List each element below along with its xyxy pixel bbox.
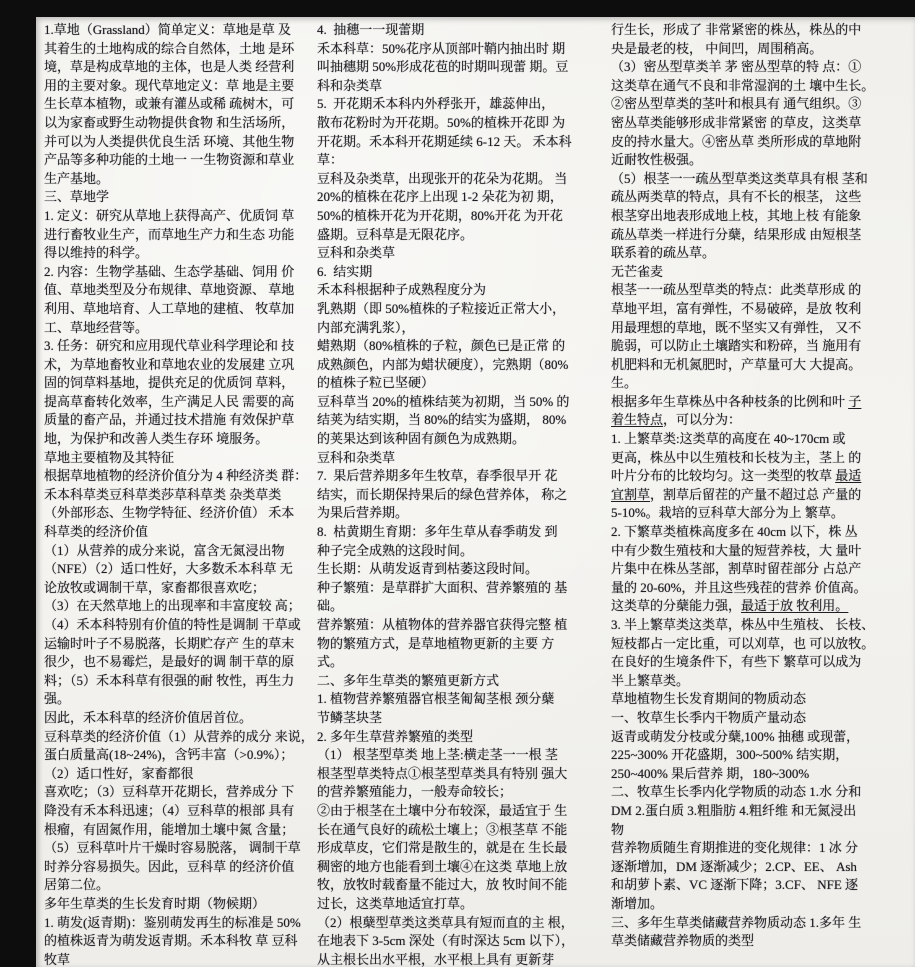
text-line: 更高，株丛中以生殖枝和长枝为主，茎上 的 [611,449,862,465]
text-line: 科草类的经济价值 [44,524,149,540]
text-line: 半上繁草类。 [611,672,690,688]
text-line: 一、牧草生长季内干物质产量动态 [611,709,807,725]
text-line: （4）禾本科特别有价值的特性是调制 干草或 [44,617,301,632]
text-line: 8. 枯黄期生育期：多年生草从春季萌发 到 [317,524,558,540]
text-line: 根茎型草类特点①根茎型草类具有特别 强大 [317,765,568,781]
text-line: 禾本科草类豆科草类莎草科草类 杂类草类 [44,486,282,502]
text-column-1 [44,21,320,967]
text-line: 3. 半上繁草类这类草，株丛中生殖枝、 长枝、 [611,617,875,632]
text-line: 豆科及杂类草，出现张开的花朵为花期。 当 [317,170,568,186]
document-page [36,17,915,967]
text-line: 豆科草类的经济价值（1）从营养的成分 来说， [44,728,314,744]
text-segment: 根据多年生草株丛中各种枝条的比例和叶 [611,393,849,409]
text-line: 逐渐增加，DM 逐渐减少；2.CP、EE、 Ash [611,858,857,874]
text-line [611,411,913,430]
text-line: 提高草畜转化效率，生产满足人民 需要的高 [44,393,295,409]
text-line: 和胡萝卜素、VC 逐渐下降；3.CF、 NFE 逐 [611,877,859,893]
text-line: 生。 [611,375,638,391]
text-line: 生长草本植物，或兼有灌丛或稀 疏树木，可 [44,96,295,112]
text-line: 稠密的地方也能看到土壤④在这类 草地上放 [317,858,568,874]
text-segment: 叶片分布的比较均匀。这一类型的牧草 [611,468,836,484]
text-line: 础。 [317,598,344,614]
text-line: 时养分容易损失。因此，豆科草 的经济价值 [44,858,295,874]
text-line: 豆科和杂类草 [317,245,396,261]
text-line: 豆科草当 20%的植株结荚为初期，当 50% 的 [317,393,570,409]
text-column-2 [317,21,613,967]
text-line: 草地主要植物及其特征 [44,449,175,465]
text-line: 形成草皮，它们常是散生的，就是在 生长最 [317,840,568,856]
text-line: 2. 多年生草营养繁殖的类型 [317,728,474,744]
text-line: 在地表下 3-5cm 深处（有时深达 5cm 以下）， [317,933,575,949]
underlined-text: 最适 [835,468,862,484]
text-line: 利用、草地培育、人工草地的建植、 牧草加 [44,300,295,316]
text-segment: 这类草的分蘖能力强， [611,598,742,614]
text-line: 并可以为人类提供优良生活 环境、其他生物 [44,133,295,149]
text-line: 6. 结实期 [317,263,373,279]
text-line: 工、草地经营等。 [44,319,149,335]
text-line: 喜欢吃；（3）豆科草开花期长，营养成分 下 [44,784,295,800]
text-line: 草地植物生长发育期间的物质动态 [611,691,807,707]
text-line: 居第二位。 [44,877,110,893]
text-line: （1）从营养的成分来说，富含无氮浸出物 [44,542,285,558]
text-line: 中有少数生殖枝和大量的短营养枝，大 量叶 [611,542,862,558]
text-line: 20%的植株在花序上出现 1-2 朵花为初 期， [317,189,563,205]
text-line: 7. 果后营养期多年生牧草，春季很早开 花 [317,468,558,484]
text-line: 行生长，形成了 非常紧密的株丛，株丛的中 [611,22,862,37]
text-line: 二、牧草生长季内化学物质的动态 1.水 分和 [611,784,862,800]
text-line [611,597,913,616]
text-line: 1. 萌发(返青期)：鉴别萌发再生的标准是 50% [44,914,301,930]
text-line: 的植株子粒已坚硬） [317,375,435,391]
text-line: 1. 定义：研究从草地上获得高产、优质饲 草 [44,207,295,223]
text-line: 叫抽穗期 50%形成花苞的时期叫现蕾 期。豆 [317,59,569,75]
text-line: 疏丛两类草的特点，具有不长的根茎， 这些 [611,189,862,205]
text-line: 豆科和杂类草 [317,449,396,465]
text-line: 1.草地（Grassland）简单定义：草地是草 及 [44,22,291,37]
text-line: 返青或萌发分枝或分蘖,100% 抽穗 或现蕾， [611,728,860,744]
text-line: 地，为保护和改善人类生存环 境服务。 [44,431,269,447]
text-line: 草地平坦，富有弹性，不易破碎，是放 牧利 [611,300,862,316]
text-line: 生长期：从萌发返青到枯萎这段时间。 [317,561,539,577]
text-line: 用的主要对象。现代草地定义：草 地是主要 [44,77,295,93]
text-line: 三、多年生草类储藏营养物质动态 1.多年 生 [611,914,862,930]
text-line: 2. 下繁草类植株高度多在 40cm 以下，株 丛 [611,524,858,540]
text-line [611,486,913,505]
text-line: 生产基地。 [44,170,110,186]
text-line [611,467,913,486]
text-line: 草： [317,152,344,168]
text-line: 禾本科根据种子成熟程度分为 [317,282,487,298]
text-line: 开花期。禾本科开花期延续 6-12 天。 禾本科 [317,133,572,149]
underlined-text: 着生特点 [611,412,664,428]
text-line: 根茎穿出地表形成地上枝，其地上枝 有能象 [611,207,862,223]
text-line: 多年生草类的生长发育时期（物候期） [44,895,266,911]
text-line: DM 2.蛋白质 3.粗脂肪 4.粗纤维 和无氮浸出 [611,802,857,818]
text-line: 物的繁殖方式，是草地植物更新的主要 方 [317,635,555,651]
text-line: 物 [611,821,625,837]
text-line: 1. 植物营养繁殖器官根茎匍匐茎根 颈分蘖 [317,691,555,707]
text-line: 结实，而长期保持果后的绿色营养体， 称之 [317,486,568,502]
text-line: ②密丛型草类的茎叶和根具有 通气组织。③ [611,96,862,112]
text-line: 乳熟期（即 50%植株的子粒接近正常大小， [317,300,566,316]
text-line: （5）根茎一一疏丛型草类这类草具有根 茎和 [611,170,868,186]
text-line: 3. 任务：研究和应用现代草业科学理论和 技 [44,338,295,354]
text-line: 二、多年生草类的繁殖更新方式 [317,672,500,688]
text-line: 从主根长出水平根，水平根上具有 更新芽 [317,951,555,967]
text-line: 运输时叶子不易脱落，长期贮存产 生的草末 [44,635,295,651]
text-line: 无芒雀麦 [611,263,664,279]
text-line: 产品等多种功能的土地一 一生物资源和草业 [44,152,295,168]
text-line: （5）豆科草叶片干燥时容易脱落， 调制干草 [44,840,301,856]
text-line: （1） 根茎型草类 地上茎:横走茎一一根 茎 [317,747,558,763]
text-line: 术，为草地畜牧业和草地农业的发展建 立巩 [44,356,295,372]
text-line: 进行畜牧业生产，而草地生产力和生态 功能 [44,226,295,242]
text-line: 疏丛草类一样进行分蘖，结果形成 由短根茎 [611,226,862,242]
text-line: 这类草在通气不良和非常湿润的土 壤中生长。 [611,77,875,93]
underlined-text: 子 [848,393,862,409]
underlined-text: 最适于放 牧利用。 [741,598,849,614]
text-line: 近耐牧性极强。 [611,152,703,168]
text-line: 225~300% 开花盛期，300~500% 结实期， [611,747,849,763]
text-line: 盛期。豆科草是无限花序。 [317,226,474,242]
text-line: （2）根蘖型草类这类草具有短而直的主 根， [317,914,574,930]
text-line: 机肥料和无机氮肥时，产草量可大 大提高。 [611,356,862,372]
text-line: 为果后营养期。 [317,505,409,521]
text-line: 50%的植株开花为开花期，80%开花 为开花 [317,207,563,223]
text-line: 量的 20-60%，并且这些残茬的营养 价值高。 [611,579,867,595]
text-line: 强。 [44,691,71,707]
text-line: 的植株返青为萌发返青期。禾本科牧 草 豆科 [44,933,298,949]
text-line: 5. 开花期禾本科内外稃张开，雄蕊伸出， [317,96,555,112]
text-line: ②由于根茎在土壤中分布较深，最适宜于 生 [317,802,568,818]
text-line: 得以维持的科学。 [44,245,149,261]
text-line: 根茎一一疏丛型草类的特点：此类草形成 的 [611,282,862,298]
text-line: 种子完全成熟的这段时间。 [317,542,474,558]
text-line: （3）密丛型草类羊 茅 密丛型草的特 点：① [611,59,862,75]
underlined-text: 宜割草 [611,486,651,502]
text-line: 5-10%。栽培的豆科草大部分为上 繁草。 [611,505,844,521]
text-line: （3）在天然草地上的出现率和丰富度较 高； [44,598,301,614]
text-line: 2. 内容：生物学基础、生态学基础、饲用 价 [44,263,295,279]
text-line: 联系着的疏丛草。 [611,245,716,261]
text-line: 三、草地学 [44,189,110,205]
text-line: 根据草地植物的经济价值分为 4 种经济类 群： [44,468,308,484]
text-line: 营养繁殖：从植物体的营养器官获得完整 植 [317,617,568,632]
text-line: 过长，这类草地适宜打草。 [317,895,474,911]
text-line: 用最理想的草地，既不坚实又有弹性， 又不 [611,319,862,335]
text-line: （NFE）（2）适口性好，大多数禾本科草 无 [44,561,293,577]
text-line: 种子繁殖：是草群扩大面积、营养繁殖的 基 [317,579,568,595]
text-line: 质量的畜产品，并通过技术措施 有效保护草 [44,412,295,428]
text-line: 很少，也不易霉烂，是最好的调 制干草的原 [44,654,295,670]
text-line: 1. 上繁草类:这类草的高度在 40~170cm 或 [611,431,846,447]
text-line: 根瘤，有固氮作用，能增加土壤中氮 含量； [44,821,295,837]
text-line: 牧草 [44,951,71,967]
text-line: 论放牧或调制干草，家畜都很喜欢吃； [44,579,266,595]
text-line: 渐增加。 [611,895,664,911]
text-line: 蜡熟期（80%植株的子粒，颜色已是正常 的 [317,338,566,354]
text-line: 央是最老的枝， 中间凹，周围稍高。 [611,40,823,56]
text-line: 节鳞茎块茎 [317,709,383,725]
text-line: 的营养繁殖能力，一般寿命较长； [317,784,513,800]
text-line: 值、草地类型及分布规律、草地资源、 草地 [44,282,295,298]
text-line: 片集中在株丛茎部，割草时留茬部分 占总产 [611,561,862,577]
text-line: 禾本科草：50%花序从顶部叶鞘内抽出时 期 [317,40,566,56]
text-line: 牧，放牧时载畜量不能过大，放 牧时间不能 [317,877,568,893]
text-line: 营养物质随生育期推进的变化规律：1 冰 分 [611,840,859,856]
text-line: 蛋白质量高(18~24%)，含钙丰富（>0.9%）； [44,747,294,763]
text-line: 脆弱，可以防止土壤踏实和粉碎，当 施用有 [611,338,862,354]
text-line: 境，草是构成草地的主体，也是人类 经营利 [44,59,295,75]
text-line: 结荚为结实期，当 80%的结实为盛期， 80% [317,412,567,428]
text-segment: ，割草后留茬的产量不超过总 产量的 [650,486,862,502]
text-line: 式。 [317,654,344,670]
text-line: 在良好的生境条件下，有些下 繁草可以成为 [611,654,862,670]
text-line: （外部形态、生物学特征、经济价值） 禾本 [44,505,295,521]
text-line: 密丛草类能够形成非常紧密 的草皮，这类草 [611,114,862,130]
text-line: 科和杂类草 [317,77,383,93]
text-line: 成熟颜色，内部为蜡状硬度），完熟期（80% [317,356,569,372]
text-line: 草类储藏营养物质的类型 [611,933,755,949]
text-line: 的荚果达到该种固有颜色为成熟期。 [317,431,526,447]
text-line: 短枝都占一定比重，可以刈草，也 可以放牧。 [611,635,875,651]
text-line: 因此，禾本科草的经济价值居首位。 [44,709,253,725]
text-line: 其着生的土地构成的综合自然体，土地 是环 [44,40,295,56]
text-column-3 [611,21,913,967]
text-line: 散布花粉时为开花期。50%的植株开花即 为 [317,114,566,130]
text-line: 降没有禾本科迅速；（4）豆科草的根部 具有 [44,802,295,818]
text-line: 4. 抽穗一一现蕾期 [317,22,425,37]
text-line: 250~400% 果后营养 期，180~300% [611,765,810,781]
text-line: 皮的持水量大。④密丛草 类所形成的草地附 [611,133,862,149]
text-line: 内部充满乳浆）， [317,319,415,335]
text-segment: ，可以分为： [663,412,742,428]
text-line: 长在通气良好的疏松土壤上；③根茎草 不能 [317,821,568,837]
text-line: （2）适口性好，家畜都很 [44,765,194,781]
text-line [611,393,913,412]
text-line: 料；（5）禾本科草有很强的耐 牧性，再生力 [44,672,295,688]
text-line: 以为家畜或野生动物提供食物 和生活场所， [44,114,295,130]
text-line: 固的饲草料基地，提供充足的优质饲 草料， [44,375,295,391]
